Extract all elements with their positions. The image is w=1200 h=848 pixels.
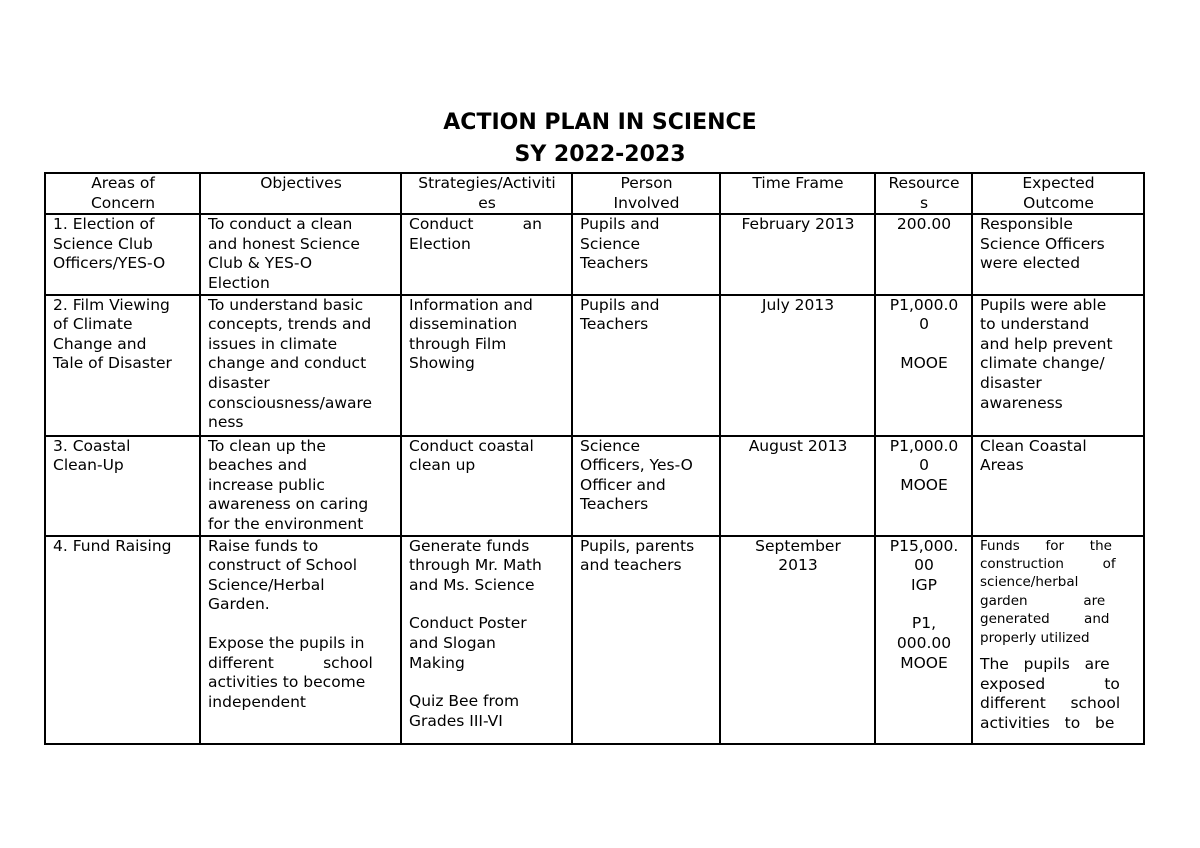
cell-strategies: Generate funds through Mr. Math and Ms. Science Conduct Poster and Slogan Making Quiz Bee from Grades III-VI [401,536,572,744]
table-row [45,536,1144,744]
cell-outcome: Responsible Science Officers were elected [972,214,1144,294]
cell-area: 3. Coastal Clean-Up [45,436,200,536]
cell-area: 2. Film Viewing of Climate Change and Tale of Disaster [45,295,200,436]
cell-objectives: To conduct a clean and honest Science Club & YES-O Election [200,214,401,294]
cell-strategies: Conduct coastal clean up [401,436,572,536]
cell-time: February 2013 [720,214,875,294]
cell-objectives: To understand basic concepts, trends and issues in climate change and conduct disaster consciousness/aware ness [200,295,401,436]
header-objectives: Objectives [200,173,401,214]
cell-strategies: Conduct an Election [401,214,572,294]
cell-person: Science Officers, Yes-O Officer and Teachers [572,436,720,536]
header-areas: Areas of Concern [45,173,200,214]
header-person: Person Involved [572,173,720,214]
cell-resources: P15,000. 00 IGP P1, 000.00 MOOE [875,536,972,744]
cell-outcome: Clean Coastal Areas [972,436,1144,536]
cell-area: 1. Election of Science Club Officers/YES-O [45,214,200,294]
header-time: Time Frame [720,173,875,214]
page-subtitle: SY 2022-2023 [514,142,686,167]
cell-time: August 2013 [720,436,875,536]
cell-outcome: Pupils were able to understand and help prevent climate change/ disaster awareness [972,295,1144,436]
cell-resources: P1,000.0 0 MOOE [875,295,972,436]
header-outcome: Expected Outcome [972,173,1144,214]
cell-person: Pupils, parents and teachers [572,536,720,744]
cell-person: Pupils and Teachers [572,295,720,436]
cell-strategies: Information and dissemination through Film Showing [401,295,572,436]
cell-area: 4. Fund Raising [45,536,200,744]
cell-time: July 2013 [720,295,875,436]
table-row [45,295,1144,436]
cell-resources: 200.00 [875,214,972,294]
cell-objectives: Raise funds to construct of School Science/Herbal Garden. Expose the pupils in different school activities to become independent [200,536,401,744]
cell-time: September 2013 [720,536,875,744]
page-title: ACTION PLAN IN SCIENCE [443,110,757,135]
header-resources: Resource s [875,173,972,214]
cell-outcome: Funds for the construction of science/herbal garden are generated and properly utilized The pupils are exposed to different school activities to be [972,536,1144,744]
table-row [45,214,1144,294]
cell-objectives: To clean up the beaches and increase public awareness on caring for the environment [200,436,401,536]
header-strategies: Strategies/Activiti es [401,173,572,214]
cell-resources: P1,000.0 0 MOOE [875,436,972,536]
cell-person: Pupils and Science Teachers [572,214,720,294]
header-row [45,173,1144,214]
action-plan-table [44,172,1145,745]
table-row [45,436,1144,536]
